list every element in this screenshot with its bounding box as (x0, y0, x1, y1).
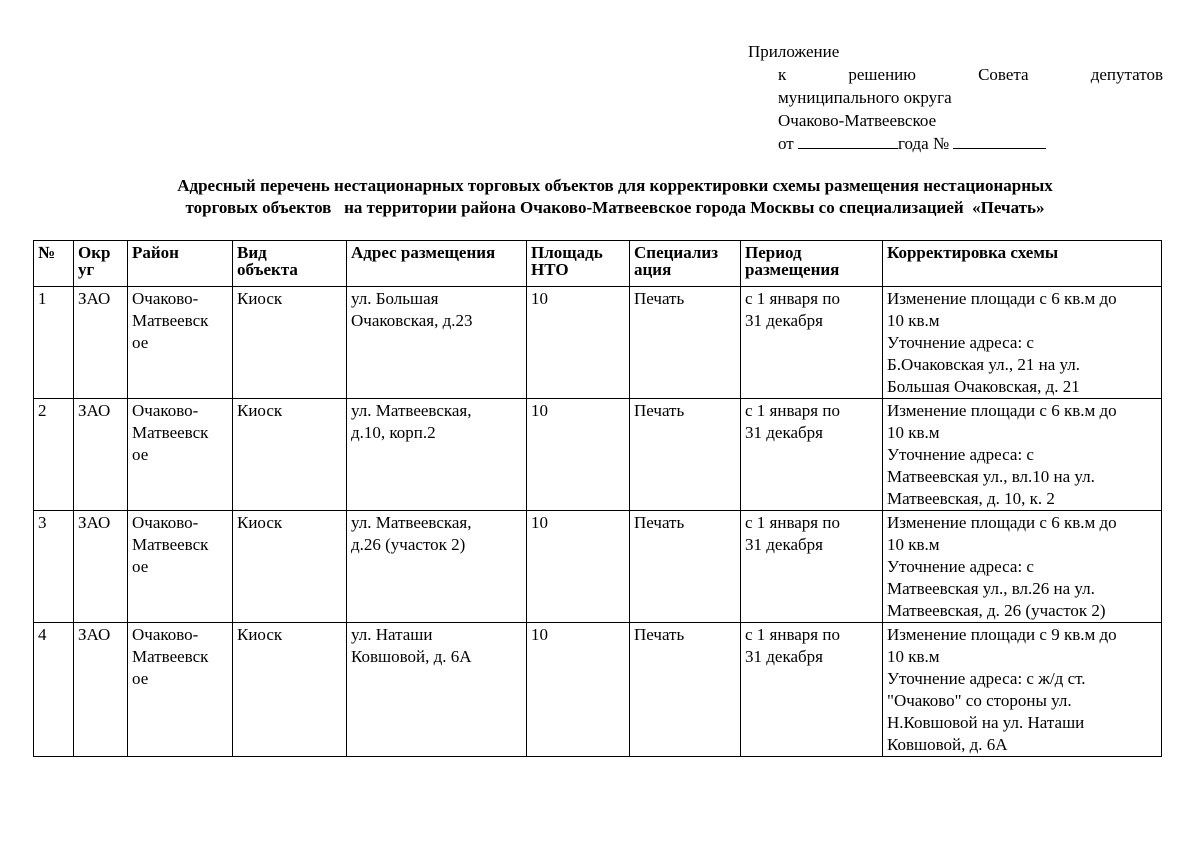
table-row (34, 399, 1162, 511)
document-title (60, 175, 1170, 219)
cell-address-line: Ковшовой, д. 6А (351, 647, 472, 666)
objects-table (33, 240, 1162, 757)
cell-object-type: Киоск (233, 287, 347, 399)
cell-district-line: Матвеевск (132, 535, 209, 554)
cell-period (741, 399, 883, 511)
table-row (34, 287, 1162, 399)
cell-period-line: с 1 января по (745, 625, 840, 644)
cell-district (128, 511, 233, 623)
cell-okrug: ЗАО (74, 511, 128, 623)
cell-correction (883, 287, 1162, 399)
cell-district-line: Матвеевск (132, 647, 209, 666)
appendix-heading: Приложение (748, 42, 840, 61)
cell-correction-line: Уточнение адреса: с (887, 557, 1034, 576)
table-row (34, 623, 1162, 757)
cell-period-line: с 1 января по (745, 289, 840, 308)
cell-period (741, 511, 883, 623)
header-okrug: Окр уг (74, 241, 128, 287)
cell-correction-line: 10 кв.м (887, 535, 940, 554)
appendix-date-line (748, 132, 1163, 155)
date-blank-field (798, 132, 898, 149)
cell-correction-line: Изменение площади с 9 кв.м до (887, 625, 1117, 644)
cell-period-line: 31 декабря (745, 423, 823, 442)
cell-address-line: ул. Наташи (351, 625, 433, 644)
header-area: Площадь НТО (527, 241, 630, 287)
cell-district-line: Матвеевск (132, 423, 209, 442)
cell-area: 10 (527, 287, 630, 399)
cell-period-line: 31 декабря (745, 311, 823, 330)
cell-district-line: Очаково- (132, 401, 199, 420)
title-line: торговых объектов на территории района Очаково-Матвеевское города Москвы со специализацией «Печать» (185, 198, 1045, 217)
cell-address-line: ул. Матвеевская, (351, 401, 472, 420)
header-object-type: Вид объекта (233, 241, 347, 287)
cell-correction-line: 10 кв.м (887, 311, 940, 330)
cell-okrug: ЗАО (74, 399, 128, 511)
cell-address (347, 623, 527, 757)
appendix-block (748, 40, 1163, 155)
number-blank-field (953, 132, 1046, 149)
appendix-word: решению (848, 65, 916, 84)
cell-period-line: 31 декабря (745, 647, 823, 666)
cell-number: 1 (34, 287, 74, 399)
cell-correction (883, 511, 1162, 623)
header-correction: Корректировка схемы (883, 241, 1162, 287)
cell-object-type: Киоск (233, 511, 347, 623)
cell-period-line: 31 декабря (745, 535, 823, 554)
cell-address-line: д.10, корп.2 (351, 423, 436, 442)
header-district: Район (128, 241, 233, 287)
cell-specialization: Печать (630, 287, 741, 399)
appendix-year-label: года № (897, 134, 950, 153)
cell-correction-line: "Очаково" со стороны ул. (887, 691, 1072, 710)
cell-correction-line: Уточнение адреса: с ж/д ст. (887, 669, 1086, 688)
cell-district-line: Матвеевск (132, 311, 209, 330)
cell-district-line: Очаково- (132, 625, 199, 644)
cell-okrug: ЗАО (74, 287, 128, 399)
cell-correction-line: Изменение площади с 6 кв.м до (887, 289, 1117, 308)
cell-correction-line: 10 кв.м (887, 423, 940, 442)
cell-number: 4 (34, 623, 74, 757)
cell-address-line: д.26 (участок 2) (351, 535, 466, 554)
cell-period (741, 623, 883, 757)
cell-district (128, 623, 233, 757)
cell-district (128, 287, 233, 399)
cell-correction-line: 10 кв.м (887, 647, 940, 666)
header-period: Период размещения (741, 241, 883, 287)
cell-object-type: Киоск (233, 623, 347, 757)
cell-district-line: ое (132, 557, 149, 576)
table-header-row (34, 241, 1162, 287)
cell-correction (883, 623, 1162, 757)
cell-correction-line: Изменение площади с 6 кв.м до (887, 513, 1117, 532)
cell-correction-line: Большая Очаковская, д. 21 (887, 377, 1080, 396)
cell-correction (883, 399, 1162, 511)
cell-okrug: ЗАО (74, 623, 128, 757)
cell-number: 2 (34, 399, 74, 511)
cell-address (347, 399, 527, 511)
cell-specialization: Печать (630, 623, 741, 757)
cell-correction-line: Матвеевская, д. 26 (участок 2) (887, 601, 1106, 620)
cell-area: 10 (527, 399, 630, 511)
appendix-decision-line (748, 63, 1163, 86)
cell-address-line: Очаковская, д.23 (351, 311, 473, 330)
cell-object-type: Киоск (233, 399, 347, 511)
cell-period-line: с 1 января по (745, 401, 840, 420)
cell-address-line: ул. Большая (351, 289, 439, 308)
cell-correction-line: Уточнение адреса: с (887, 445, 1034, 464)
cell-specialization: Печать (630, 399, 741, 511)
cell-area: 10 (527, 623, 630, 757)
cell-address (347, 287, 527, 399)
appendix-line-district: Очаково-Матвеевское (778, 111, 937, 130)
cell-address-line: ул. Матвеевская, (351, 513, 472, 532)
cell-period (741, 287, 883, 399)
appendix-word: к (778, 65, 787, 84)
appendix-word: Совета (978, 65, 1029, 84)
table-row (34, 511, 1162, 623)
cell-correction-line: Изменение площади с 6 кв.м до (887, 401, 1117, 420)
cell-address (347, 511, 527, 623)
header-number: № (34, 241, 74, 287)
cell-district (128, 399, 233, 511)
cell-district-line: ое (132, 333, 149, 352)
cell-number: 3 (34, 511, 74, 623)
cell-correction-line: Ковшовой, д. 6А (887, 735, 1008, 754)
cell-correction-line: Уточнение адреса: с (887, 333, 1034, 352)
cell-correction-line: Б.Очаковская ул., 21 на ул. (887, 355, 1080, 374)
title-line: Адресный перечень нестационарных торговых объектов для корректировки схемы размещения нестационарных (177, 176, 1053, 195)
cell-correction-line: Матвеевская, д. 10, к. 2 (887, 489, 1055, 508)
appendix-from: от (778, 134, 794, 153)
cell-correction-line: Матвеевская ул., вл.26 на ул. (887, 579, 1095, 598)
cell-area: 10 (527, 511, 630, 623)
cell-district-line: ое (132, 669, 149, 688)
cell-correction-line: Н.Ковшовой на ул. Наташи (887, 713, 1085, 732)
appendix-word: депутатов (1090, 65, 1163, 84)
header-specialization: Специализ ация (630, 241, 741, 287)
cell-district-line: Очаково- (132, 513, 199, 532)
cell-district-line: ое (132, 445, 149, 464)
cell-correction-line: Матвеевская ул., вл.10 на ул. (887, 467, 1095, 486)
cell-district-line: Очаково- (132, 289, 199, 308)
cell-specialization: Печать (630, 511, 741, 623)
cell-period-line: с 1 января по (745, 513, 840, 532)
header-address: Адрес размещения (347, 241, 527, 287)
appendix-line-municipal: муниципального округа (778, 88, 952, 107)
